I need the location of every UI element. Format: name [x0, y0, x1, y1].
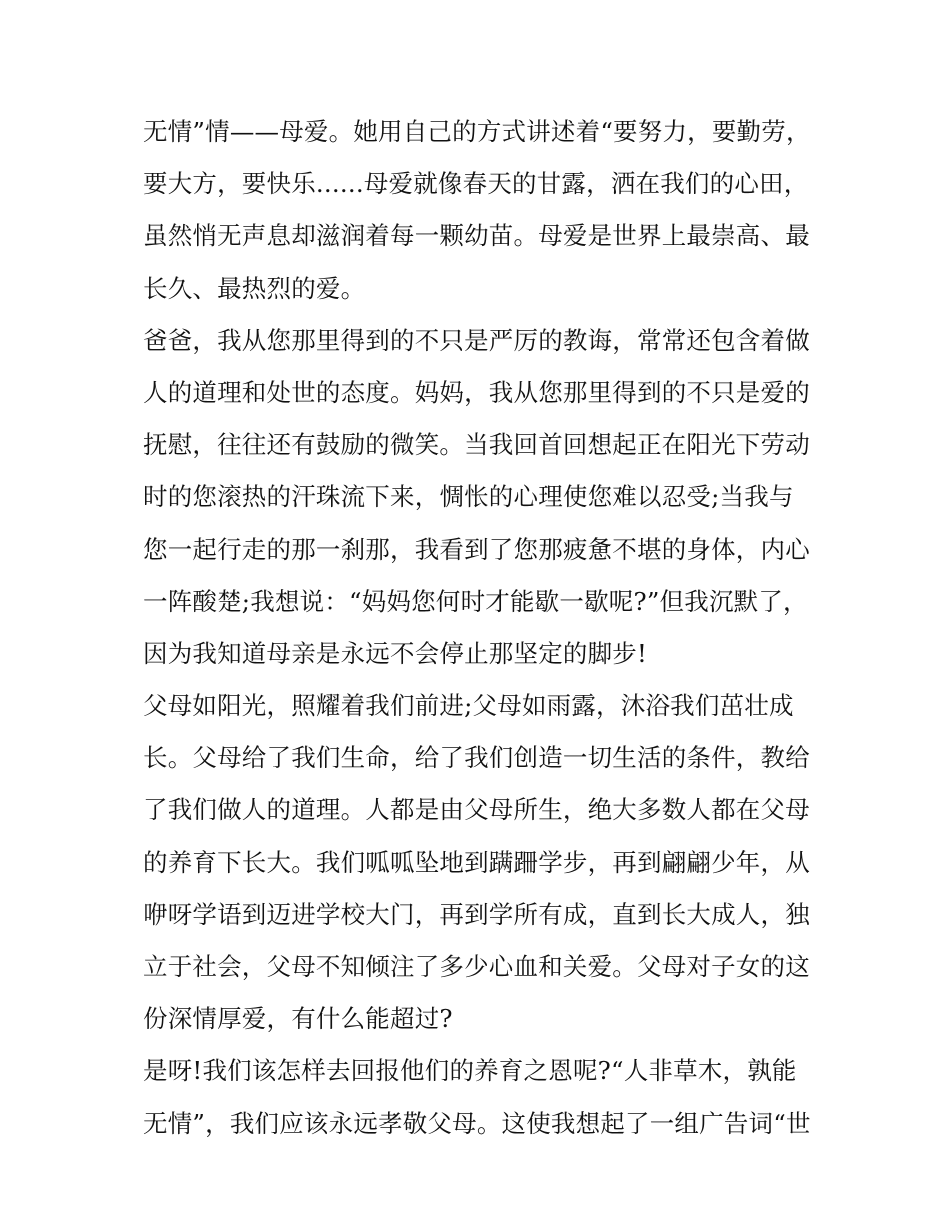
text-line: 虽然悄无声息却滋润着每一颗幼苗。母爱是世界上最崇高、最 — [143, 221, 810, 251]
text-line: 父母如阳光，照耀着我们前进;父母如雨露，沐浴我们茁壮成 — [143, 691, 794, 721]
text-line: 了我们做人的道理。人都是由父母所生，绝大多数人都在父母 — [143, 795, 810, 825]
text-line: 的养育下长大。我们呱呱坠地到蹒跚学步，再到翩翩少年，从 — [143, 847, 810, 877]
text-line: 立于社会，父母不知倾注了多少心血和关爱。父母对子女的这 — [143, 952, 810, 981]
text-line: 无情”情——母爱。她用自己的方式讲述着“要努力，要勤劳， — [143, 117, 811, 146]
text-line: 咿呀学语到迈进学校大门，再到学所有成，直到长大成人，独 — [143, 899, 810, 929]
text-line: 爸爸，我从您那里得到的不只是严厉的教诲，常常还包含着做 — [143, 325, 810, 355]
text-line: 时的您滚热的汗珠流下来，惆怅的心理使您难以忍受;当我与 — [143, 482, 794, 512]
text-line: 因为我知道母亲是永远不会停止那坚定的脚步! — [143, 638, 648, 668]
body-text — [143, 106, 813, 1150]
text-line: 要大方，要快乐......母爱就像春天的甘露，洒在我们的心田， — [143, 169, 809, 199]
text-line: 长。父母给了我们生命，给了我们创造一切生活的条件，教给 — [143, 743, 810, 773]
text-line: 无情”，我们应该永远孝敬父母。这使我想起了一组广告词“世 — [143, 1108, 811, 1138]
text-line: 抚慰，往往还有鼓励的微笑。当我回首回想起正在阳光下劳动 — [143, 430, 810, 460]
text-line: 人的道理和处世的态度。妈妈，我从您那里得到的不只是爱的 — [143, 377, 810, 407]
text-line: 您一起行走的那一刹那，我看到了您那疲惫不堪的身体，内心 — [143, 534, 810, 564]
text-line: 长久、最热烈的爱。 — [143, 273, 366, 303]
text-line: 是呀!我们该怎样去回报他们的养育之恩呢?“人非草木，孰能 — [143, 1056, 797, 1086]
text-line: 一阵酸楚;我想说：“妈妈您何时才能歇一歇呢?”但我沉默了， — [143, 586, 808, 616]
text-line: 份深情厚爱，有什么能超过? — [143, 1004, 453, 1034]
